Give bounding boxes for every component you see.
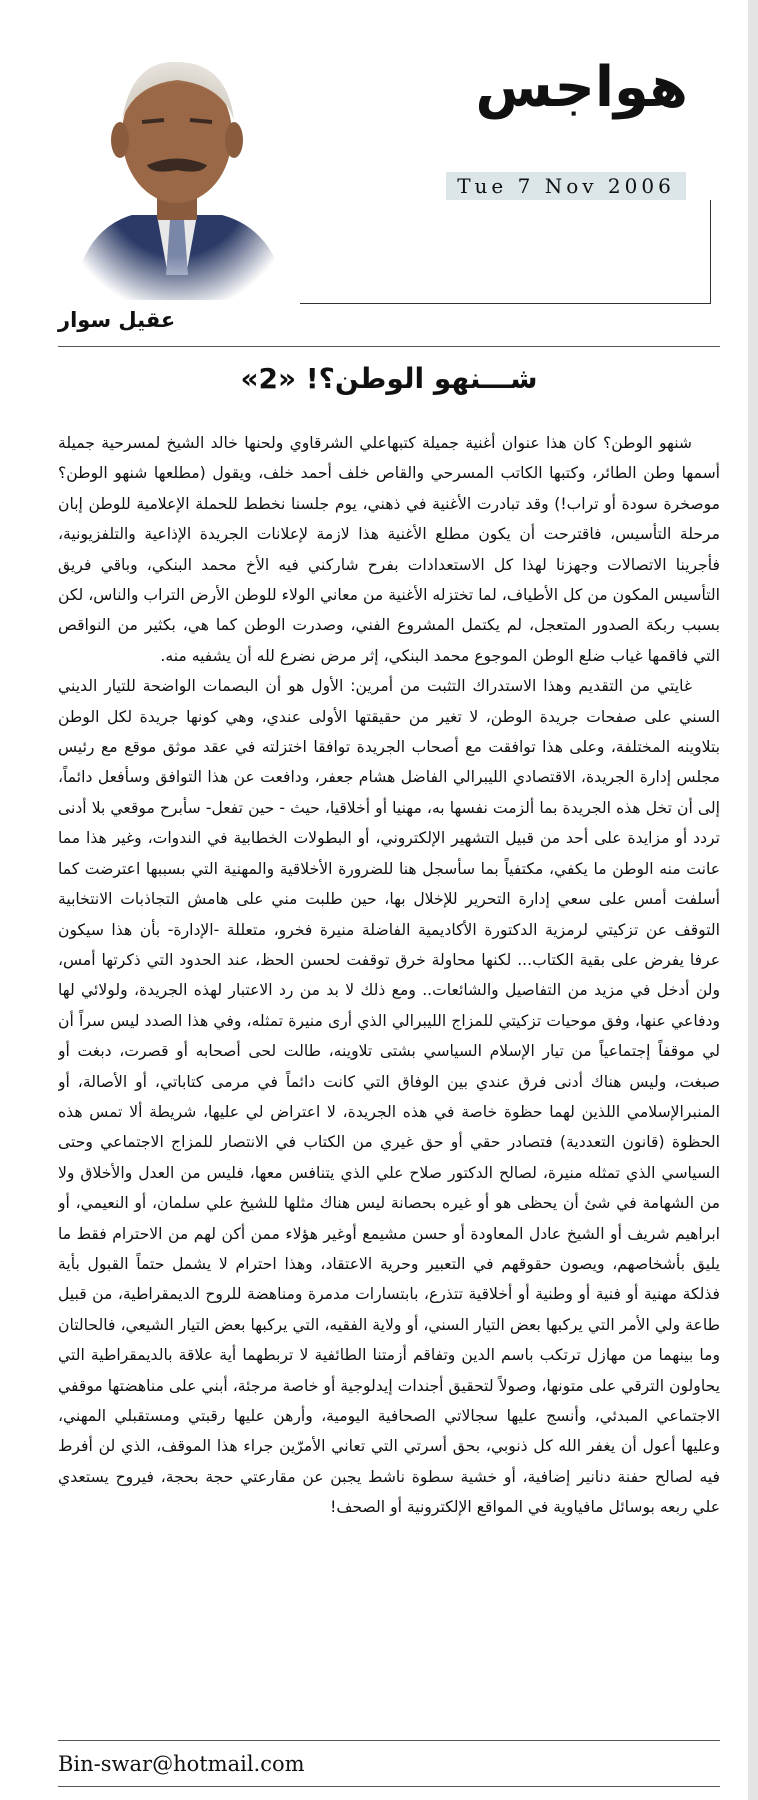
header-divider bbox=[58, 346, 720, 347]
footer-bottom-divider bbox=[58, 1786, 720, 1787]
author-photo bbox=[62, 40, 292, 300]
header-bracket-horizontal bbox=[300, 303, 711, 304]
header-bracket-vertical bbox=[710, 200, 711, 304]
article-body bbox=[58, 428, 720, 1733]
page-edge bbox=[748, 0, 758, 1800]
article-paragraph: شنهو الوطن؟ كان هذا عنوان أغنية جميلة كتبهاعلي الشرقاوي ولحنها خالد الشيخ لمسرحية جميلة أسمها وطن الطائر، وكتبها الكاتب المسرحي والقاص خلف أحمد خلف، ويقول (مطلعها شنهو الوطن؟ موصخرة سودة أو تراب!) وقد تبادرت الأغنية في ذهني، يوم جلسنا نخطط للحملة الإعلامية للوطن إبان مرحلة التأسيس، فاقترحت أن يكون مطلع الأغنية هذا لازمة لإعلانات الجريدة الإذاعية والتلفزيونية، فأجرينا الاتصالات وجهزنا لهذا كل الاستعدادات بفرح شاركني فيه الأخ محمد البنكي، وباقي فريق التأسيس المكون من كل الأطياف، لما تختزله الأغنية من معاني الولاء للوطن الأرض التراب والناس، لكن بسبب ربكة الصدور المتعجل، لم يكتمل المشروع الفني، وصدرت الوطن كما هي، بكثير من النواقص التي فاقمها غياب ضلع الوطن الموجوع محمد البنكي، إثر مرض نضرع لله أن يشفيه منه. bbox=[58, 434, 720, 665]
article-paragraph: غايتي من التقديم وهذا الاستدراك التثبت من أمرين: الأول هو أن البصمات الواضحة للتيار الديني السني على صفحات جريدة الوطن، لا تغير من حقيقتها الأولى عندي، وهي كونها جريدة لكل الوطن بتلاوينه المختلفة، وعلى هذا توافقت مع أصحاب الجريدة توافقا اختزلته في عقد موثق موقع مع رئيس مجلس إدارة الجريدة، الاقتصادي الليبرالي الفاضل هشام جعفر، ودافعت عن هذا التوافق وسأفعل دائماً، إلى أن تخل هذه الجريدة بما ألزمت نفسها به، مهنيا أو أخلاقيا، حيث - حين تفعل- سأبرح موقعي بلا أدنى تردد أو مزايدة على أحد من قبيل التشهير الإلكتروني، أو البطولات الخطابية في الندوات، وغير هذا مما عانت منه الوطن ما يكفي، مكتفياً بما سأسجل هنا للضرورة الأخلاقية والمهنية التي بسببها اعترضت كما أسلفت أمس على سعي إدارة التحرير للإخلال بها، حين طلبت مني على هامش التجاذبات الانتخابية التوقف عن تزكيتي لرمزية الدكتورة الأكاديمية الفاضلة منيرة فخرو، متعللة -الإدارة- بأن هذا سيكون عرفا يفرض على بقية الكتاب... لكنها محاولة خرق توقفت لحسن الحظ، عند الحدود التي ذكرتها أمس، ولن أدخل في مزيد من التفاصيل والشائعات.. ومع ذلك لا بد من رد الاعتبار لهذه الجريدة، ولولائي لها ودفاعي عنها، وفق موحيات تزكيتي للمزاج الليبرالي الذي أرى منيرة تمثله، وفي هذا الصدد ليس سراً أن لي موقفاً إجتماعياً من تيار الإسلام السياسي بشتى تلاوينه، طالت لحى أصحابه أو قصرت، دبغت أو صبغت، وليس هناك أدنى فرق عندي بين الوفاق التي كانت دائماً في مرمى كتاباتي، أو الأصالة، أو المنبرالإسلامي اللذين لهما حظوة خاصة في هذه الجريدة، لا اعتراض لي عليها، شريطة ألا تمس هذه الحظوة (قانون التعددية) فتصادر حقي أو حق غيري من الكتاب في الانتصار للمزاج الاجتماعي وحتى السياسي الذي تمثله منيرة، لصالح الدكتور صلاح علي الذي يتنافس معها، فليس من العدل والأخلاق ولا من الشهامة في شئ أن يحظى هو أو غيره بحصانة ليس هناك مثلها للشيخ علي سلمان، أو النعيمي، أو ابراهيم شريف أو الشيخ عادل المعاودة أو حسن مشيمع أوغير هؤلاء ممن أكن لهم من الاحترام فقط ما يليق بأشخاصهم، ويصون حقوقهم في التعبير وحرية الاعتقاد، وهذا احترام لا يشمل حتماً القبول بأية فذلكة مهنية أو فنية أو وطنية أو أخلاقية تتذرع، بابتسارات مدمرة ومناهضة للروح الديمقراطية، من قبيل طاعة ولي الأمر التي يركبها بعض التيار السني، أو ولاية الفقيه، التي يركبها بعض التيار الشيعي، فالحالتان وما بينهما من مهازل ترتكب باسم الدين وتفاقم أزمتنا الطائفية لا تربطهما أية علاقة بالديمقراطية التي يحاولون الترقي على متونها، وصولاً لتحقيق أجندات إيدلوجية أو خاصة مرجئة، أبني على مناهضتها موقفي الاجتماعي المبدئي، وأنسج عليها سجالاتي الصحافية اليومية، وأرهن عليها رقبتي ومستقبلي المهني، وعليها أعول أن يغفر الله كل ذنوبي، بحق أسرتي التي تعاني الأمرّين جراء هذا الموقف، الذي لن أفرط فيه لصالح حفنة دنانير إضافية، أو خشية سطوة ناشط يجبن عن مقارعتي حجة بحجة، فيروح يستعدي علي ربعه بوسائل مافياوية في المواقع الإلكترونية أو الصحف! bbox=[58, 677, 720, 1517]
column-name: هواجس bbox=[475, 55, 688, 120]
date-badge: Tue 7 Nov 2006 bbox=[446, 172, 686, 200]
footer-divider bbox=[58, 1740, 720, 1741]
article-title: شـــنهو الوطن؟! «2» bbox=[240, 362, 538, 395]
column-header bbox=[0, 0, 748, 340]
author-email: Bin-swar@hotmail.com bbox=[58, 1752, 305, 1776]
author-name: عقيل سوار bbox=[58, 308, 176, 332]
